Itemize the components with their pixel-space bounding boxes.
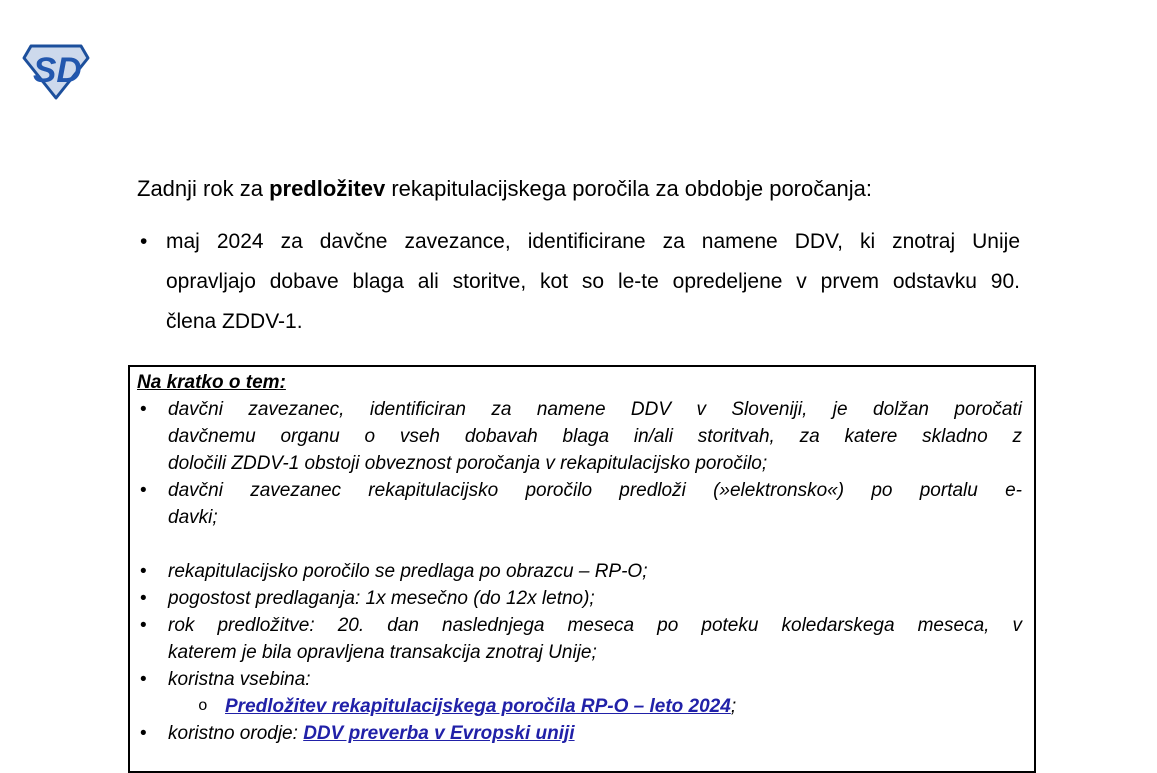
box-item-line: določili ZDDV-1 obstoji obveznost poročanja v rekapitulacijsko poročilo; [168,453,768,474]
sd-logo [22,43,90,101]
bullet-icon: • [140,615,147,636]
bullet-icon: • [140,723,147,744]
box-item-line: davčnemu organu o vseh dobavah blaga in/ali storitvah, za katere skladno z [168,426,1022,447]
sd-shield-icon [22,43,90,101]
box-item-line: pogostost predlaganja: 1x mesečno (do 12x letno); [168,588,595,609]
bullet-icon: • [140,588,147,609]
box-item-line: davčni zavezanec, identificiran za namene DDV v Sloveniji, je dolžan poročati [168,399,1022,420]
circle-bullet-icon: o [198,697,208,715]
bullet-icon: • [140,230,148,253]
blank-line [137,531,1022,558]
box-item-line: koristna vsebina: [168,669,311,690]
summary-box-title: Na kratko o tem: [137,372,286,393]
logo-letters: SD [33,51,82,90]
link-ddv-preverba-eu[interactable]: DDV preverba v Evropski uniji [303,723,575,744]
box-item [137,612,1022,639]
link-predlozitev-rpo-2024[interactable]: Predložitev rekapitulacijskega poročila RP-O – leto 2024 [225,696,731,717]
box-subitem [137,693,1022,720]
bullet-icon: • [140,399,147,420]
box-item [137,558,1022,585]
list-item-continuation [137,262,1020,302]
box-item-line: katerem je bila opravljena transakcija znotraj Unije; [168,642,597,663]
summary-box [128,365,1036,773]
box-item [137,585,1022,612]
box-item-continuation [137,504,1022,531]
box-item [137,666,1022,693]
box-item-line: rok predložitve: 20. dan naslednjega meseca po poteku koledarskega meseca, v [168,615,1022,636]
box-item-line: rekapitulacijsko poročilo se predlaga po obrazcu – RP-O; [168,561,648,582]
heading-text-post: rekapitulacijskega poročila za obdobje poročanja: [385,176,872,201]
list-item [137,222,1020,262]
list-item-line: opravljajo dobave blaga ali storitve, kot so le-te opredeljene v prvem odstavku 90. [166,270,1020,293]
box-item-continuation [137,639,1022,666]
heading-text-bold: predložitev [269,176,386,201]
deadline-heading [137,175,1022,203]
box-item [137,477,1022,504]
box-item-continuation [137,423,1022,450]
box-item-line: davčni zavezanec rekapitulacijsko poročilo predloži (»elektronsko«) po portalu e- [168,480,1022,501]
tool-prefix: koristno orodje: [168,723,304,744]
heading-text-pre: Zadnji rok za [137,176,270,201]
list-item-continuation [137,302,1020,342]
bullet-icon: • [140,480,147,501]
box-item [137,396,1022,423]
list-item-line: člena ZDDV-1. [166,310,303,333]
list-item-line: maj 2024 za davčne zavezance, identificirane za namene DDV, ki znotraj Unije [166,230,1020,253]
bullet-icon: • [140,561,147,582]
link-suffix: ; [730,696,737,717]
box-item-line: davki; [168,507,218,528]
intro-list [137,222,1020,342]
box-item-continuation [137,450,1022,477]
bullet-icon: • [140,669,147,690]
box-subitem-line [225,693,1022,720]
